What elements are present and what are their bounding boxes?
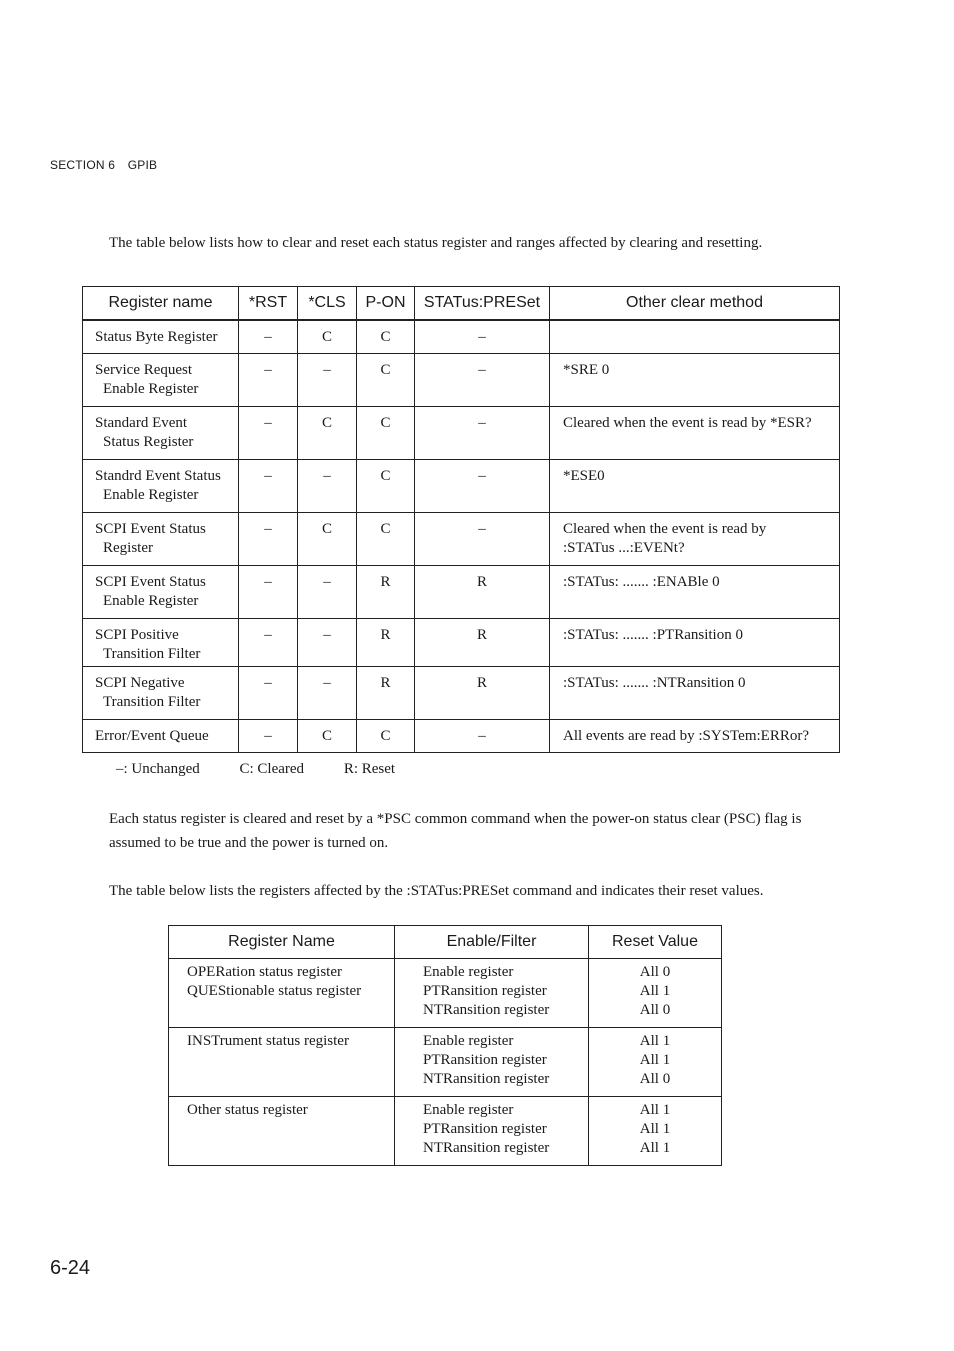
reset-value-line: All 0 — [639, 964, 671, 980]
enable-filter-cell — [395, 959, 589, 1028]
enable-filter-line: NTRansition register — [423, 1140, 550, 1156]
register-name-line: Enable Register — [103, 486, 199, 503]
psc-paragraph: Each status register is cleared and reset by a *PSC common command when the power-on status clear (PSC) flag is assumed to be true and the power is turned on. — [109, 811, 802, 851]
register-name-cell — [83, 666, 239, 719]
cls-cell: – — [298, 565, 357, 618]
reset-value-line: All 1 — [639, 983, 671, 999]
table-header-row — [83, 287, 840, 321]
reset-value-line: All 1 — [639, 1121, 671, 1137]
pon-cell: C — [357, 406, 415, 459]
other-clear-method-cell — [550, 618, 840, 666]
register-name-line: Other status register — [187, 1102, 308, 1118]
cls-cell: C — [298, 320, 357, 353]
rst-cell: – — [239, 459, 298, 512]
register-name-cell — [169, 959, 395, 1028]
pon-cell: C — [357, 353, 415, 406]
table-row — [83, 459, 840, 512]
intro-paragraph: The table below lists how to clear and reset each status register and ranges affected by clearing and resetting. — [109, 235, 763, 251]
other-clear-method-line: :STATus ...:EVENt? — [563, 539, 685, 556]
register-name-line: Enable Register — [103, 380, 199, 397]
col-register-name: Register Name — [169, 926, 395, 959]
table-row — [83, 618, 840, 666]
table-row — [83, 719, 840, 752]
rst-cell: – — [239, 406, 298, 459]
register-name-cell — [83, 320, 239, 353]
preset-cell: – — [415, 719, 550, 752]
cls-cell: C — [298, 512, 357, 565]
rst-cell: – — [239, 666, 298, 719]
enable-filter-line: NTRansition register — [423, 1002, 550, 1018]
other-clear-method-cell — [550, 565, 840, 618]
pon-cell: R — [357, 666, 415, 719]
other-clear-method-cell — [550, 353, 840, 406]
reset-value-line: All 0 — [639, 1071, 671, 1087]
register-name-line: Standard Event — [95, 414, 188, 431]
table-row — [169, 1028, 722, 1097]
col-rst: *RST — [239, 287, 298, 321]
legend-unchanged: –: Unchanged — [116, 761, 200, 777]
page-number: 6-24 — [50, 1257, 91, 1279]
preset-cell: – — [415, 353, 550, 406]
rst-cell: – — [239, 353, 298, 406]
register-name-cell — [83, 512, 239, 565]
preset-values-table — [168, 925, 722, 1166]
pon-cell: C — [357, 320, 415, 353]
table-header-row — [169, 926, 722, 959]
register-name-cell — [83, 719, 239, 752]
reset-value-line: All 1 — [639, 1052, 671, 1068]
register-name-line: SCPI Event Status — [95, 573, 206, 590]
clear-reset-table — [82, 286, 840, 753]
register-name-line: SCPI Negative — [95, 674, 185, 691]
reset-value-line: All 1 — [639, 1102, 671, 1118]
other-clear-method-cell — [550, 459, 840, 512]
reset-value-cell — [589, 1028, 722, 1097]
enable-filter-line: PTRansition register — [423, 983, 547, 999]
other-clear-method-line: :STATus: ....... :NTRansition 0 — [563, 674, 746, 691]
register-name-line: Error/Event Queue — [95, 727, 209, 744]
other-clear-method-line: Cleared when the event is read by — [563, 520, 767, 537]
register-name-cell — [83, 618, 239, 666]
cls-cell: – — [298, 666, 357, 719]
register-name-line: Enable Register — [103, 592, 199, 609]
other-clear-method-line: *SRE 0 — [563, 361, 610, 378]
preset-cell: R — [415, 666, 550, 719]
other-clear-method-line: :STATus: ....... :PTRansition 0 — [563, 626, 743, 643]
other-clear-method-cell — [550, 666, 840, 719]
register-name-line: Transition Filter — [103, 645, 201, 662]
enable-filter-line: PTRansition register — [423, 1121, 547, 1137]
table-row — [83, 666, 840, 719]
chapter-label: GPIB — [127, 158, 158, 172]
cls-cell: C — [298, 406, 357, 459]
pon-cell: R — [357, 618, 415, 666]
table-row — [83, 320, 840, 353]
rst-cell: – — [239, 618, 298, 666]
register-name-line: Register — [103, 539, 153, 556]
legend-cleared: C: Cleared — [239, 761, 305, 777]
table-row — [169, 1097, 722, 1166]
register-name-line: SCPI Positive — [95, 626, 179, 643]
other-clear-method-line: :STATus: ....... :ENABle 0 — [563, 573, 720, 590]
enable-filter-line: PTRansition register — [423, 1052, 547, 1068]
reset-value-line: All 1 — [639, 1140, 671, 1156]
legend-reset: R: Reset — [343, 761, 396, 777]
other-clear-method-line: *ESE0 — [563, 467, 605, 484]
col-reset-value: Reset Value — [589, 926, 722, 959]
rst-cell: – — [239, 512, 298, 565]
enable-filter-line: Enable register — [423, 964, 514, 980]
register-name-line: Service Request — [95, 361, 193, 378]
register-name-line: SCPI Event Status — [95, 520, 206, 537]
cls-cell: C — [298, 719, 357, 752]
register-name-cell — [83, 353, 239, 406]
other-clear-method-cell — [550, 320, 840, 353]
preset-cell: R — [415, 618, 550, 666]
preset-intro-paragraph: The table below lists the registers affected by the :STATus:PRESet command and indicates their reset values. — [109, 883, 764, 899]
col-status-preset: STATus:PRESet — [415, 287, 550, 321]
col-register-name: Register name — [83, 287, 239, 321]
rst-cell: – — [239, 719, 298, 752]
register-name-cell — [83, 406, 239, 459]
cls-cell: – — [298, 618, 357, 666]
section-header — [50, 158, 157, 172]
reset-value-cell — [589, 1097, 722, 1166]
register-name-cell — [169, 1097, 395, 1166]
register-name-line: INSTrument status register — [187, 1033, 349, 1049]
reset-value-cell — [589, 959, 722, 1028]
table-row — [83, 512, 840, 565]
register-name-line: Standrd Event Status — [95, 467, 221, 484]
register-name-cell — [169, 1028, 395, 1097]
cls-cell: – — [298, 353, 357, 406]
legend — [116, 761, 431, 778]
section-label: SECTION 6 — [50, 158, 116, 172]
register-name-line: Transition Filter — [103, 693, 201, 710]
preset-cell: – — [415, 320, 550, 353]
preset-cell: – — [415, 512, 550, 565]
other-clear-method-cell — [550, 719, 840, 752]
enable-filter-line: NTRansition register — [423, 1071, 550, 1087]
rst-cell: – — [239, 565, 298, 618]
other-clear-method-cell — [550, 512, 840, 565]
register-name-line: Status Byte Register — [95, 329, 218, 345]
register-name-line: QUEStionable status register — [187, 983, 362, 999]
other-clear-method-line: All events are read by :SYSTem:ERRor? — [563, 727, 809, 744]
preset-cell: – — [415, 459, 550, 512]
reset-value-line: All 0 — [639, 1002, 671, 1018]
pon-cell: R — [357, 565, 415, 618]
col-cls: *CLS — [298, 287, 357, 321]
other-clear-method-cell — [550, 406, 840, 459]
table-row — [83, 565, 840, 618]
enable-filter-cell — [395, 1028, 589, 1097]
pon-cell: C — [357, 719, 415, 752]
table-row — [83, 406, 840, 459]
pon-cell: C — [357, 512, 415, 565]
preset-cell: – — [415, 406, 550, 459]
register-name-cell — [83, 565, 239, 618]
register-name-cell — [83, 459, 239, 512]
register-name-line: OPERation status register — [187, 964, 342, 980]
enable-filter-line: Enable register — [423, 1102, 514, 1118]
col-enable-filter: Enable/Filter — [395, 926, 589, 959]
table-row — [83, 353, 840, 406]
table-row — [169, 959, 722, 1028]
col-other-clear-method: Other clear method — [550, 287, 840, 321]
register-name-line: Status Register — [103, 433, 194, 450]
reset-value-line: All 1 — [639, 1033, 671, 1049]
enable-filter-cell — [395, 1097, 589, 1166]
pon-cell: C — [357, 459, 415, 512]
other-clear-method-line: Cleared when the event is read by *ESR? — [563, 414, 812, 431]
enable-filter-line: Enable register — [423, 1033, 514, 1049]
rst-cell: – — [239, 320, 298, 353]
cls-cell: – — [298, 459, 357, 512]
col-pon: P-ON — [357, 287, 415, 321]
preset-cell: R — [415, 565, 550, 618]
